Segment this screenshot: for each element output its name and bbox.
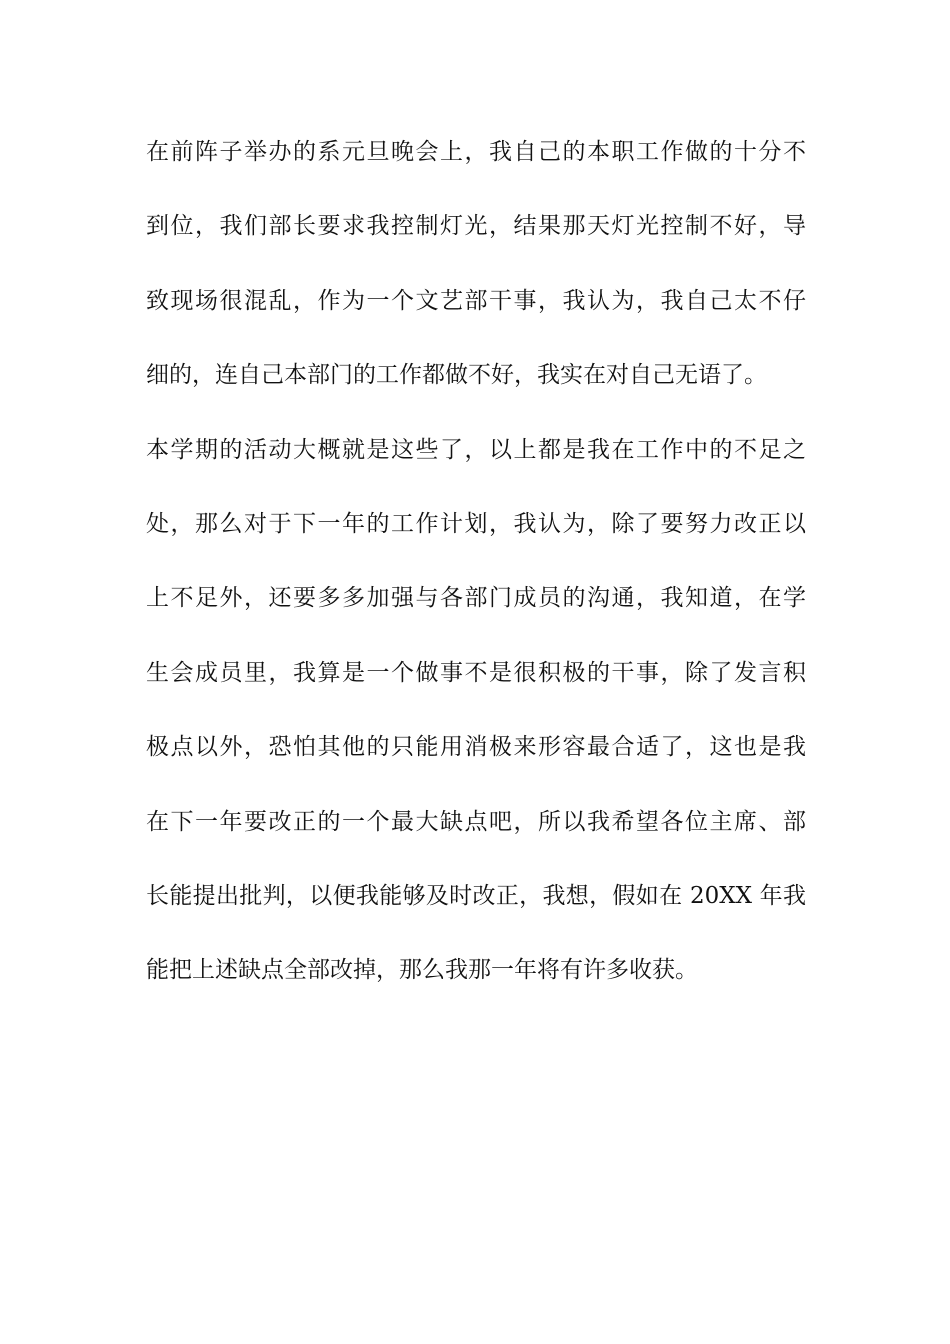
text-line-6: 处，那么对于下一年的工作计划，我认为，除了要努力改正以	[146, 510, 806, 537]
text-line-4: 细的，连自己本部门的工作都做不好，我实在对自己无语了。	[146, 362, 767, 389]
text-line-8: 生会成员里，我算是一个做事不是很积极的干事，除了发言积	[146, 659, 806, 686]
text-line-12: 能把上述缺点全部改掉，那么我那一年将有许多收获。	[146, 957, 698, 984]
text-line-5: 本学期的活动大概就是这些了，以上都是我在工作中的不足之	[146, 436, 806, 463]
text-line-2: 到位，我们部长要求我控制灯光，结果那天灯光控制不好，导	[146, 213, 806, 240]
text-line-3: 致现场很混乱，作为一个文艺部干事，我认为，我自己太不仔	[146, 287, 806, 314]
text-line-11: 长能提出批判，以便我能够及时改正，我想，假如在 20XX 年我	[146, 882, 806, 909]
body-text	[146, 128, 806, 1021]
text-line-9: 极点以外，恐怕其他的只能用消极来形容最合适了，这也是我	[146, 734, 806, 761]
text-line-10: 在下一年要改正的一个最大缺点吧，所以我希望各位主席、部	[146, 808, 806, 835]
text-line-1: 在前阵子举办的系元旦晚会上，我自己的本职工作做的十分不	[146, 139, 806, 165]
text-line-7: 上不足外，还要多多加强与各部门成员的沟通，我知道，在学	[146, 585, 806, 612]
